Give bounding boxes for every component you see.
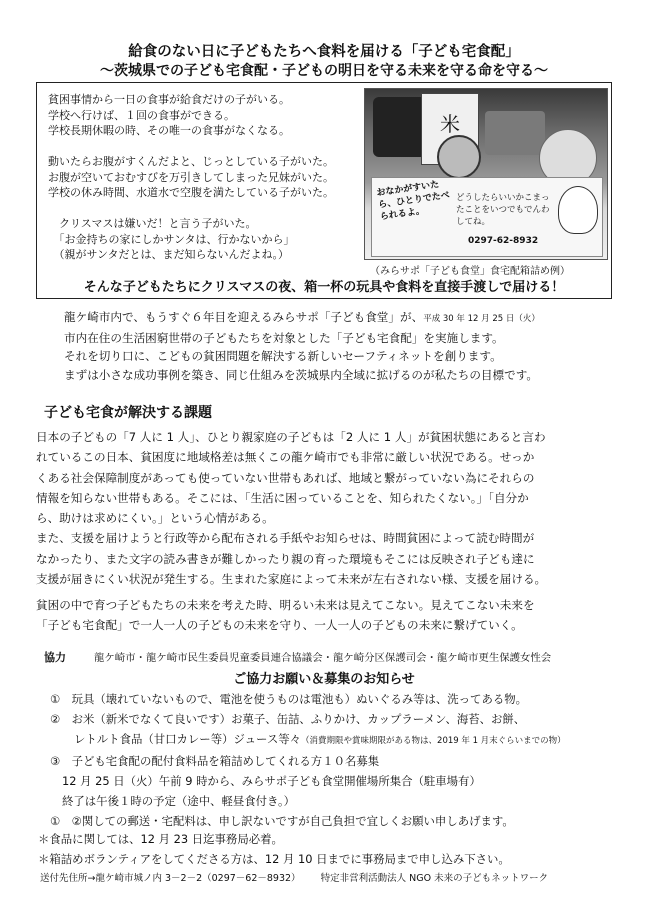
cooperation-label: 協力 — [44, 651, 66, 664]
page-title: 給食のない日に子どもたちへ食料を届ける「子ども宅食配」 — [128, 44, 520, 60]
rice-label: 米 — [440, 112, 460, 136]
poem-line: （親がサンタだとは、まだ知らないんだよね。） — [48, 248, 290, 261]
photo-caption: （みらサポ「子ども食堂」食宅配箱詰め例） — [370, 266, 570, 277]
character-illustration — [558, 186, 598, 234]
cooperation-text: 龍ケ崎市・龍ケ崎市民生委員児童委員連合協議会・龍ケ崎分区保護司会・龍ケ崎市更生保護女性会 — [94, 652, 552, 664]
banner: そんな子どもたちにクリスマスの夜、箱一杯の玩具や食料を直接手渡しで届ける！ — [83, 280, 565, 295]
poem-line: 貧困事情から一日の食事が給食だけの子がいる。 — [48, 93, 290, 106]
future-line: 貧困の中で育つ子どもたちの未来を考えた時、明るい未来は見えてこない。見えてこない未来を — [36, 598, 535, 612]
footer-address: 送付先住所→龍ケ崎市城ノ内 3－2－2（0297－62－8932） — [40, 873, 301, 884]
request-item-3-end: 終了は午後１時の予定（途中、軽昼食付き。） — [62, 794, 296, 808]
photo-card — [371, 177, 603, 257]
request-item-3-time: 12 月 25 日（火）午前 9 時から、みらサポ子ども食堂開催場所集合（駐車場有） — [62, 774, 481, 788]
request-item-2-note: （消費期限や賞味期限がある物は、2019 年 1 月末ぐらいまでの物） — [301, 736, 566, 746]
poem-line: クリスマスは嫌いだ！と言う子がいた。 — [48, 217, 257, 230]
food-box-photo — [364, 88, 608, 260]
card-text-2: どうしたらいいかこまったことをいつでもでんわしてね。 — [456, 193, 550, 227]
intro-line: まずは小さな成功事例を築き、同じ仕組みを茨城県内全域に拡げるのが私たちの目標です。 — [64, 367, 538, 382]
poem-line: 学校の休み時間、水道水で空腹を満たしている子がいた。 — [48, 186, 334, 199]
request-item-1: ① 玩具（壊れていないもので、電池を使うものは電池も）ぬいぐるみ等は、洗ってある物。 — [50, 692, 528, 706]
food-deadline: ＊食品に関しては、12 月 23 日迄事務局必着。 — [38, 832, 283, 846]
issues-line: また、支援を届けようと行政等から配布される手紙やお知らせは、時間貧困によって読む時間が — [36, 531, 535, 546]
intro-line: それを切り口に、こどもの貧困問題を解決する新しいセーフティネットを創ります。 — [64, 349, 502, 363]
issues-line: なかったり、また文字の読み書きが難しかったり親の育った環境もそこには反映され子ども達に — [36, 551, 535, 566]
card-text-1: おなかがすいたら、ひとりでたべられるよ。 — [376, 179, 451, 223]
intro-line: 市内在住の生活困窮世帯の子どもたちを対象とした「子ども宅食配」を実施します。 — [64, 330, 504, 345]
page-subtitle: ～茨城県での子ども宅食配・子どもの明日を守る未来を守る命を守る～ — [100, 63, 548, 79]
issues-body — [36, 427, 546, 589]
intro — [64, 308, 540, 384]
request-item-2-cont: レトルト食品（甘口カレー等）ジュース等々 — [74, 732, 302, 746]
notice-heading: ご協力お願い＆募集のお知らせ — [233, 672, 415, 687]
poem — [48, 92, 334, 263]
footer — [40, 870, 548, 884]
request-item-3: ③ 子ども宅食配の配付食料品を箱詰めしてくれる方１０名募集 — [50, 754, 380, 768]
issues-line: ら、助けは求めにくい。」という心情がある。 — [36, 511, 274, 526]
request-shipping-note: ① ②関しての郵送・宅配料は、申し訳ないですが自己負担で宜しくお願い申しあげます。 — [50, 814, 514, 828]
intro-line: 龍ケ崎市内で、もうすぐ６年目を迎えるみらサポ「子ども食堂」が、 — [64, 310, 424, 324]
request-list — [50, 689, 566, 831]
poem-line: お腹が空いておむすびを万引きしてしまった兄妹がいた。 — [48, 170, 334, 184]
request-item-2: ② お米（新米でなくて良いです）お菓子、缶詰、ふりかけ、カップラーメン、海苔、お餅、 — [50, 712, 526, 726]
poem-line: 学校へ行けば、１回の食事ができる。 — [48, 108, 235, 122]
issues-line: れているこの日本、貧困度に地域格差は無くこの龍ケ崎市でも非常に厳しい状況である。せっか — [36, 450, 535, 465]
deadline-notes — [38, 829, 510, 869]
volunteer-deadline: ＊箱詰めボランティアをしてくださる方は、12 月 10 日までに事務局まで申し込み下さい。 — [38, 852, 510, 866]
photo-can — [437, 135, 481, 179]
poem-line: 学校長期休暇の時、その唯一の食事がなくなる。 — [48, 124, 290, 137]
future-line: 「子ども宅食配」で一人一人の子どもの未来を守り、一人一人の子どもの未来に繋げていく。 — [36, 618, 523, 633]
photo-snacks — [485, 111, 545, 155]
intro-date: 平成 30 年 12 月 25 日（火） — [423, 314, 540, 324]
issues-line: 日本の子どもの「7 人に 1 人」、ひとり親家庭の子どもは「2 人に 1 人」が貧困状態にあると言わ — [36, 430, 546, 444]
issues-heading: 子ども宅食が解決する課題 — [44, 405, 212, 421]
poem-spacer — [48, 139, 334, 155]
footer-org: 特定非営利活動法人 NGO 未来の子どもネットワーク — [320, 873, 549, 884]
issues-line: 情報を知らない世帯もある。そこには、「生活に困っていることを、知られたくない。」「自分か — [36, 490, 529, 505]
issues-line: くある社会保障制度があっても使っていない世帯もあれば、地域と繋がっていない為にそれらの — [36, 470, 535, 485]
poem-line: 「お金持ちの家にしかサンタは、行かないから」 — [48, 232, 295, 246]
card-phone: 0297-62-8932 — [468, 236, 539, 246]
future-text — [36, 595, 535, 636]
poem-spacer — [48, 201, 334, 217]
issues-line: 支援が届きにくい状況が発生する。生まれた家庭によって未来が左右されない様、支援を届ける。 — [36, 572, 547, 587]
poem-line: 動いたらお腹がすくんだよと、じっとしている子がいた。 — [48, 155, 334, 168]
